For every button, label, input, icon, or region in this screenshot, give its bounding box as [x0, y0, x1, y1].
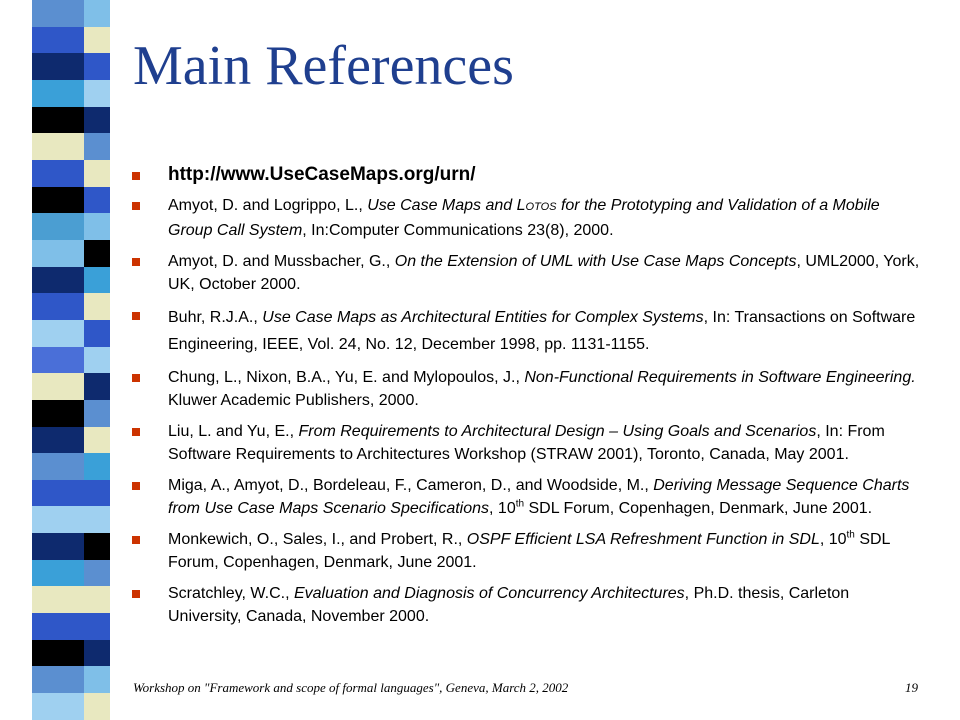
ref-title-cont: for the Prototyping and Validation of a Mobile Group Call System	[168, 197, 880, 239]
ref-ordinal-suffix: th	[846, 529, 855, 541]
ref-authors: Amyot, D. and Logrippo, L.,	[168, 197, 368, 214]
stripe-block	[32, 427, 84, 454]
ref-source-cont: SDL Forum, Copenhagen, Denmark, June 2001.	[524, 500, 873, 517]
stripe-block	[84, 533, 110, 560]
reference-item	[132, 250, 922, 296]
ref-source: , UML2000, York, UK, October 2000.	[168, 253, 920, 293]
reference-item	[132, 304, 922, 358]
bullet-icon	[132, 590, 140, 598]
stripe-block	[32, 560, 84, 587]
stripe-block	[84, 213, 110, 240]
stripe-block	[32, 293, 84, 320]
stripe-block	[84, 640, 110, 667]
stripe-block	[32, 0, 84, 27]
stripe-block	[84, 293, 110, 320]
page-number: 19	[905, 680, 918, 695]
stripe-block	[32, 613, 84, 640]
stripe-block	[84, 107, 110, 134]
stripe-block	[84, 80, 110, 107]
ref-source: , In:Computer Communications 23(8), 2000.	[302, 222, 614, 239]
reference-item	[132, 582, 922, 628]
stripe-block	[84, 480, 110, 507]
ref-title: On the Extension of UML with Use Case Maps Concepts	[394, 253, 797, 270]
reference-list	[132, 162, 922, 636]
decorative-stripe-bar	[0, 0, 110, 720]
ref-authors: Monkewich, O., Sales, I., and Probert, R.,	[168, 531, 467, 548]
ref-ordinal-suffix: th	[515, 498, 525, 510]
bullet-icon	[132, 258, 140, 266]
bullet-icon	[132, 428, 140, 436]
stripe-column-narrow	[84, 0, 110, 720]
bullet-icon	[132, 536, 140, 544]
stripe-block	[32, 693, 84, 720]
bullet-icon	[132, 374, 140, 382]
stripe-block	[32, 586, 84, 613]
stripe-block	[32, 160, 84, 187]
stripe-block	[84, 240, 110, 267]
stripe-block	[84, 586, 110, 613]
stripe-block	[32, 640, 84, 667]
ref-source: , 10	[819, 531, 847, 548]
stripe-block	[32, 80, 84, 107]
stripe-block	[32, 187, 84, 214]
ref-source: , In: From Software Requirements to Architectures Workshop (STRAW 2001), Toronto, Canada, May 2001.	[168, 423, 885, 463]
ref-authors: Buhr, R.J.A.,	[168, 309, 263, 326]
stripe-block	[32, 506, 84, 533]
stripe-block	[84, 160, 110, 187]
stripe-column-main	[32, 0, 84, 720]
reference-item	[132, 474, 922, 520]
stripe-block	[32, 133, 84, 160]
stripe-block	[84, 506, 110, 533]
stripe-block	[84, 267, 110, 294]
stripe-block	[84, 187, 110, 214]
ref-title: From Requirements to Architectural Design – Using Goals and Scenarios	[298, 423, 817, 440]
stripe-block	[32, 53, 84, 80]
bullet-icon	[132, 312, 140, 320]
stripe-block	[32, 480, 84, 507]
ref-source-cont: SDL Forum, Copenhagen, Denmark, June 2001.	[168, 531, 890, 571]
stripe-block	[84, 27, 110, 54]
stripe-block	[84, 453, 110, 480]
stripe-block	[84, 373, 110, 400]
stripe-block	[32, 453, 84, 480]
stripe-block	[84, 427, 110, 454]
stripe-block	[84, 666, 110, 693]
ref-source: Kluwer Academic Publishers, 2000.	[168, 392, 419, 409]
stripe-block	[32, 400, 84, 427]
ref-source: , In: Transactions on Software Engineering, IEEE, Vol. 24, No. 12, December 1998, pp. 1131-1155.	[168, 309, 916, 353]
reference-item	[132, 420, 922, 466]
stripe-block	[84, 53, 110, 80]
stripe-block	[32, 666, 84, 693]
stripe-column-white	[0, 0, 32, 720]
stripe-block	[84, 693, 110, 720]
stripe-block	[32, 373, 84, 400]
ref-title: Non-Functional Requirements in Software Engineering.	[524, 369, 916, 386]
bullet-icon	[132, 202, 140, 210]
ref-authors: Miga, A., Amyot, D., Bordeleau, F., Cameron, D., and Woodside, M.,	[168, 477, 654, 494]
stripe-block	[32, 320, 84, 347]
ref-title: Deriving Message Sequence Charts from Use Case Maps Scenario Specifications	[168, 477, 910, 517]
ref-source: , 10	[489, 500, 516, 517]
stripe-block	[32, 533, 84, 560]
stripe-block	[32, 240, 84, 267]
ref-title: Evaluation and Diagnosis of Concurrency Architectures	[293, 585, 685, 602]
stripe-block	[32, 267, 84, 294]
ref-title: Use Case Maps and L	[367, 197, 526, 214]
reference-item	[132, 194, 922, 242]
stripe-block	[84, 0, 110, 27]
ref-authors: Chung, L., Nixon, B.A., Yu, E. and Mylopoulos, J.,	[168, 369, 525, 386]
ref-title-smallcaps: OTOS	[525, 201, 557, 213]
ref-title: OSPF Efficient LSA Refreshment Function in SDL	[466, 531, 820, 548]
stripe-block	[84, 347, 110, 374]
ref-source: , Ph.D. thesis, Carleton University, Canada, November 2000.	[168, 585, 850, 625]
reference-url-item	[132, 162, 922, 188]
ref-authors: Scratchley, W.C.,	[168, 585, 294, 602]
stripe-block	[84, 560, 110, 587]
stripe-block	[32, 347, 84, 374]
stripe-block	[32, 107, 84, 134]
stripe-block	[84, 320, 110, 347]
stripe-block	[32, 213, 84, 240]
ref-authors: Amyot, D. and Mussbacher, G.,	[168, 253, 395, 270]
slide-title: Main References	[133, 35, 514, 97]
bullet-icon	[132, 482, 140, 490]
footer-text: Workshop on "Framework and scope of formal languages", Geneva, March 2, 2002	[133, 680, 569, 695]
stripe-block	[84, 400, 110, 427]
ref-authors: Liu, L. and Yu, E.,	[168, 423, 299, 440]
stripe-block	[84, 133, 110, 160]
ref-title: Use Case Maps as Architectural Entities for Complex Systems	[262, 309, 704, 326]
bullet-icon	[132, 172, 140, 180]
reference-item	[132, 528, 922, 574]
stripe-block	[32, 27, 84, 54]
slide-footer	[133, 680, 918, 696]
reference-url[interactable]: http://www.UseCaseMaps.org/urn/	[168, 164, 476, 185]
stripe-block	[84, 613, 110, 640]
reference-item	[132, 366, 922, 412]
